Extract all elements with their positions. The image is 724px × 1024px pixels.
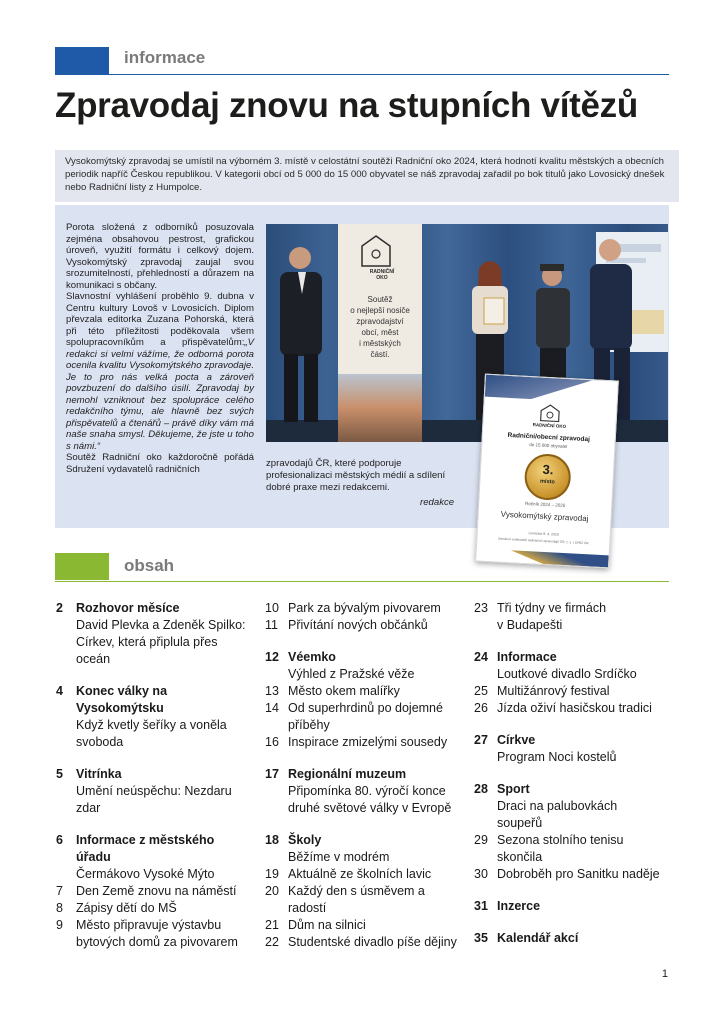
toc-page-number: 18 [265, 833, 279, 847]
toc-heading: Církve [497, 733, 536, 747]
toc-entry[interactable] [56, 883, 252, 900]
banner-text [342, 294, 418, 360]
toc-entry[interactable] [474, 732, 674, 766]
banner-line: částí. [370, 350, 390, 359]
toc-title: David Plevka a Zdeněk Spilko: Církev, která připlula přes oceán [76, 618, 246, 666]
toc-entry[interactable] [474, 930, 674, 947]
toc-title: Město připravuje výstavbu bytových domů za pivovarem [76, 918, 238, 949]
page-number: 1 [661, 968, 668, 980]
toc-title: Park za bývalým pivovarem [288, 601, 441, 615]
toc-page-number: 27 [474, 733, 488, 747]
banner-line: o nejlepší nosiče [350, 306, 410, 315]
toc-heading: Rozhovor měsíce [76, 601, 180, 615]
article-headline: Zpravodaj znovu na stupních vítězů [55, 86, 638, 125]
toc-page-number: 25 [474, 684, 488, 698]
toc-page-number: 5 [56, 767, 63, 781]
toc-title: Umění neúspěchu: Nezdaru zdar [76, 784, 232, 815]
toc-heading: Informace z městského úřadu [76, 833, 215, 864]
toc-entry[interactable] [56, 900, 252, 917]
toc-entry[interactable] [265, 683, 465, 700]
toc-entry[interactable] [265, 883, 465, 917]
toc-entry[interactable] [56, 766, 252, 817]
banner-logo-text: RADNIČNÍ OKO [369, 269, 395, 281]
toc-page-number: 24 [474, 650, 488, 664]
toc-entry[interactable] [474, 649, 674, 683]
toc-title: Běžíme v modrém [288, 850, 390, 864]
certificate-place-number: 3. [542, 461, 554, 478]
toc-title: Den Země znovu na náměstí [76, 884, 237, 898]
toc-heading: Regionální muzeum [288, 767, 407, 781]
toc-page-number: 21 [265, 918, 279, 932]
banner-line: i městských [359, 339, 401, 348]
toc-page-number: 16 [265, 735, 279, 749]
toc-entry[interactable] [265, 734, 465, 751]
certificate-years: Ročník 2024 – 2025 [525, 500, 566, 509]
article-lead: Vysokomýtský zpravodaj se umístil na výborném 3. místě v celostátní soutěži Radniční oko 2024, která hodnotí kvalitu městských a obecních periodik napříč Českou republikou. V kategorii obcí od 5 000 do 15 000 obyvatel se náš zpravodaj zařadil po bok titulů jako Lovosický dnešek nebo Radniční listy z Humpolce. [55, 150, 679, 202]
toc-entry[interactable] [265, 832, 465, 866]
toc-page-number: 8 [56, 901, 63, 915]
certificate-place-word: místo [539, 478, 555, 486]
toc-column-1 [56, 600, 252, 951]
toc-page-number: 4 [56, 684, 63, 698]
toc-heading: Véemko [288, 650, 336, 664]
toc-heading: Školy [288, 833, 322, 847]
toc-page-number: 19 [265, 867, 279, 881]
toc-title: Když kvetly šeříky a voněla svoboda [76, 718, 227, 749]
banner-line: obcí, měst [361, 328, 399, 337]
toc-page-number: 22 [265, 935, 279, 949]
toc-page-number: 20 [265, 884, 279, 898]
toc-entry[interactable] [474, 898, 674, 915]
toc-entry[interactable] [265, 917, 465, 934]
certificate-top-band [485, 375, 618, 404]
toc-title: Každý den s úsměvem a radostí [288, 884, 425, 915]
toc-title: Sezona stolního tenisu skončila [497, 833, 624, 864]
toc-page-number: 30 [474, 867, 488, 881]
toc-page-number: 12 [265, 650, 279, 664]
certificate-footer-org: Sdružení vydavatelů radničních zpravodajů ČR, z. s. | SVRZ ČR [497, 536, 589, 546]
banner-line: zpravodajství [356, 317, 404, 326]
toc-title: Dům na silnici [288, 918, 366, 932]
toc-page-number: 23 [474, 601, 488, 615]
toc-entry[interactable] [265, 934, 465, 951]
toc-column-3 [474, 600, 674, 947]
toc-entry[interactable] [474, 600, 674, 634]
toc-title: Jízda oživí hasičskou tradici [497, 701, 652, 715]
toc-page-number: 6 [56, 833, 63, 847]
toc-title: Draci na palubovkách soupeřů [497, 799, 618, 830]
section-rule-toc [55, 581, 669, 582]
toc-title: Loutkové divadlo Srdíčko [497, 667, 637, 681]
toc-entry[interactable] [56, 683, 252, 751]
toc-page-number: 26 [474, 701, 488, 715]
toc-title: Od superhrdinů po dojemné příběhy [288, 701, 443, 732]
article-paragraph [66, 291, 254, 452]
toc-title: Program Noci kostelů [497, 750, 617, 764]
toc-entry[interactable] [474, 781, 674, 832]
toc-title: Město okem malířky [288, 684, 400, 698]
article-body [66, 222, 254, 475]
photo-caption: zpravodajů ČR, které podporuje profesionalizaci městských médií a sdílení dobré praxe mezi redakcemi. [266, 458, 446, 493]
toc-entry[interactable] [474, 700, 674, 717]
toc-entry[interactable] [56, 917, 252, 951]
toc-title: Inspirace zmizelými sousedy [288, 735, 448, 749]
toc-entry[interactable] [56, 600, 252, 668]
toc-heading: Informace [497, 650, 557, 664]
toc-page-number: 17 [265, 767, 279, 781]
toc-heading: Sport [497, 782, 530, 796]
section-title-info: informace [124, 48, 206, 67]
toc-title: Tři týdny ve firmách v Budapešti [497, 601, 607, 632]
section-rule-info [55, 74, 669, 75]
article-paragraph-text: Slavnostní vyhlášení proběhlo 9. dubna v Centru kultury Lovoš v Lovosicích. Diplom převzala editorka Zuzana Pohorská, která při této příležitosti poděkovala všem spolupracovníkům a přispěvatelům: [66, 291, 254, 348]
toc-entry[interactable] [56, 832, 252, 883]
toc-title: Zápisy dětí do MŠ [76, 901, 177, 915]
toc-page-number: 31 [474, 899, 488, 913]
toc-page-number: 28 [474, 782, 488, 796]
toc-heading: Kalendář akcí [497, 931, 579, 945]
certificate-title: Radniční/obecní zpravodaj [507, 431, 591, 444]
banner-line: Soutěž [367, 295, 393, 304]
article-quote: „V redakci si velmi vážíme, že odborná porota ocenila kvalitu Vysokomýtského zpravodaje. Je to pro nás velká pocta a zároveň povzbuzení do dalšího úsilí. Zpravodaj by nemohl vzniknout bez spolupráce celého redakčního týmu, ale hlavně bez svých přispěvatelů a čtenářů – právě díky vám má naše snaha smysl. Děkujeme, že jste u toho s námi.“ [66, 337, 254, 452]
toc-column-2 [265, 600, 465, 951]
toc-entry[interactable] [265, 600, 465, 617]
certificate-winner: Vysokomýtský zpravodaj [500, 509, 589, 524]
certificate-footer-date: Lovosice 9. 4. 2025 [528, 531, 559, 537]
toc-entry[interactable] [265, 617, 465, 634]
certificate-bottom-band [476, 548, 608, 567]
toc-entry[interactable] [265, 700, 465, 734]
toc-entry[interactable] [474, 832, 674, 866]
toc-page-number: 2 [56, 601, 63, 615]
certificate-logo: RADNIČNÍ OKO [532, 422, 567, 429]
award-certificate [475, 374, 619, 569]
section-marker-info [55, 47, 109, 74]
section-title-toc: obsah [124, 556, 175, 575]
toc-heading: Konec války na Vysokomýtsku [76, 684, 168, 715]
article-author: redakce [420, 497, 455, 508]
toc-entry[interactable] [474, 683, 674, 700]
toc-title: Studentské divadlo píše dějiny [288, 935, 457, 949]
toc-page-number: 7 [56, 884, 63, 898]
toc-page-number: 11 [265, 618, 278, 632]
toc-heading: Inzerce [497, 899, 541, 913]
toc-title: Multižánrový festival [497, 684, 610, 698]
toc-page-number: 29 [474, 833, 488, 847]
toc-page-number: 35 [474, 931, 488, 945]
toc-page-number: 13 [265, 684, 279, 698]
toc-entry[interactable] [265, 866, 465, 883]
toc-page-number: 10 [265, 601, 279, 615]
toc-title: Připomínka 80. výročí konce druhé světové války v Evropě [288, 784, 452, 815]
toc-page-number: 9 [56, 918, 63, 932]
toc-title: Aktuálně ze školních lavic [288, 867, 432, 881]
article-paragraph: Soutěž Radniční oko každoročně pořádá Sdružení vydavatelů radničních [66, 452, 254, 475]
certificate-subtitle: do 15 000 obyvatel [529, 442, 568, 450]
toc-heading: Vitrínka [76, 767, 122, 781]
toc-entry[interactable] [474, 866, 674, 883]
toc-page-number: 14 [265, 701, 279, 715]
toc-title: Dobroběh pro Sanitku naděje [497, 867, 660, 881]
section-marker-toc [55, 553, 109, 580]
toc-title: Výhled z Pražské věže [288, 667, 415, 681]
toc-entry[interactable] [265, 649, 465, 683]
toc-title: Přivítání nových občánků [288, 618, 428, 632]
article-paragraph: Porota složená z odborníků posuzovala zejména obsahovou pestrost, grafickou úroveň, využití formátu i celkový dojem. Vysokomýtský zpravodaj zaujal svou srozumitelností, přehledností a důrazem na komunikaci s občany. [66, 222, 254, 291]
toc-title: Čermákovo Vysoké Mýto [76, 867, 215, 881]
toc-entry[interactable] [265, 766, 465, 817]
